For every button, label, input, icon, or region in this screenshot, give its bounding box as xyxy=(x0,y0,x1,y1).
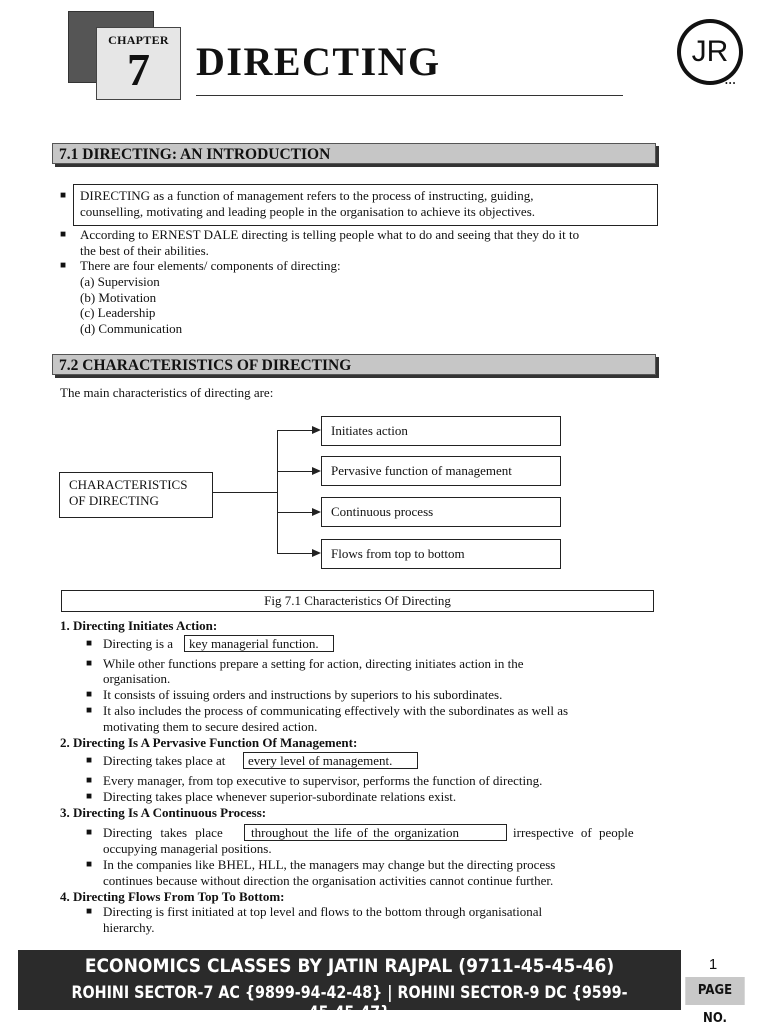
point-2-heading: 2. Directing Is A Pervasive Function Of Management: xyxy=(60,735,358,750)
page-title: DIRECTING xyxy=(196,39,441,84)
connector-branch xyxy=(277,471,312,472)
diagram-source-line-1: CHARACTERISTICS xyxy=(69,477,188,492)
bullet-icon: ■ xyxy=(86,658,93,669)
characteristics-intro: The main characteristics of directing are: xyxy=(60,385,274,400)
point-2-a-text: Directing takes place at xyxy=(103,753,226,768)
connector-branch xyxy=(277,512,312,513)
point-1-d-line-1: It also includes the process of communicating effectively with the subordinates as well as xyxy=(103,703,569,718)
point-1-b-line-1: While other functions prepare a setting for action, directing initiates action in the xyxy=(103,656,524,671)
figure-caption: Fig 7.1 Characteristics Of Directing xyxy=(61,590,654,612)
element-item: (c) Leadership xyxy=(80,305,156,320)
bullet-icon: ■ xyxy=(60,260,67,271)
point-1-b-line-2: organisation. xyxy=(103,671,171,686)
point-1-d-line-2: motivating them to secure desired action. xyxy=(103,719,318,734)
point-1-a-text: Directing is a xyxy=(103,636,174,651)
arrow-right-icon xyxy=(312,549,321,557)
bullet-icon: ■ xyxy=(86,755,93,766)
bullet-icon: ■ xyxy=(86,859,93,870)
diagram-target-box: Pervasive function of management xyxy=(321,456,561,486)
connector-branch xyxy=(277,553,312,554)
diagram-target-box: Initiates action xyxy=(321,416,561,446)
definition-line-2: counselling, motivating and leading people in the organisation to achieve its objectives. xyxy=(80,204,536,219)
bullet-icon: ■ xyxy=(86,791,93,802)
point-1-heading: 1. Directing Initiates Action: xyxy=(60,618,218,633)
arrow-right-icon xyxy=(312,467,321,475)
point-4-a-line-2: hierarchy. xyxy=(103,920,155,935)
bullet-icon: ■ xyxy=(60,190,67,201)
bullet-icon: ■ xyxy=(86,906,93,917)
title-underline xyxy=(196,95,623,96)
point-2-b: Every manager, from top executive to supervisor, performs the function of directing. xyxy=(103,773,543,788)
point-3-b-line-2: continues because without direction the organisation activities cannot continue further. xyxy=(103,873,554,888)
diagram-target-box: Continuous process xyxy=(321,497,561,527)
chapter-label: CHAPTER xyxy=(108,33,169,47)
section-heading-7-1: 7.1 DIRECTING: AN INTRODUCTION xyxy=(52,143,656,164)
bullet-icon: ■ xyxy=(86,827,93,838)
page-number: 1 xyxy=(708,956,718,973)
bullet-icon: ■ xyxy=(86,775,93,786)
point-2-c: Directing takes place whenever superior-subordinate relations exist. xyxy=(103,789,457,804)
element-item: (d) Communication xyxy=(80,321,183,336)
point-3-a-text: Directing takes place xyxy=(103,825,223,840)
element-item: (a) Supervision xyxy=(80,274,160,289)
jr-logo: JR xyxy=(681,23,739,81)
throughout-life-box: throughout the life of the organization xyxy=(244,824,507,841)
section-heading-7-2: 7.2 CHARACTERISTICS OF DIRECTING xyxy=(52,354,656,375)
point-3-heading: 3. Directing Is A Continuous Process: xyxy=(60,805,267,820)
footer-line-1: ECONOMICS CLASSES BY JATIN RAJPAL (9711-45-45-46) xyxy=(84,955,615,977)
connector-line xyxy=(213,492,277,493)
every-level-box: every level of management. xyxy=(243,752,418,769)
point-3-a-post: irrespective of people xyxy=(513,825,634,840)
bullet-icon: ■ xyxy=(60,229,67,240)
element-item: (b) Motivation xyxy=(80,290,157,305)
connector-trunk xyxy=(277,430,278,554)
arrow-right-icon xyxy=(312,426,321,434)
bullet-icon: ■ xyxy=(86,638,93,649)
point-3-a-line-2: occupying managerial positions. xyxy=(103,841,272,856)
point-1-c: It consists of issuing orders and instructions by superiors to his subordinates. xyxy=(103,687,503,702)
chapter-number: 7 xyxy=(127,44,150,95)
connector-branch xyxy=(277,430,312,431)
page-label: PAGE NO. xyxy=(685,977,744,1005)
footer-line-2: ROHINI SECTOR-7 AC {9899-94-42-48} | ROHINI SECTOR-9 DC {9599-45-45-47} xyxy=(71,983,628,1023)
ernest-dale-line-1: According to ERNEST DALE directing is telling people what to do and seeing that they do it to xyxy=(80,227,580,242)
key-managerial-box: key managerial function. xyxy=(184,635,334,652)
point-4-heading: 4. Directing Flows From Top To Bottom: xyxy=(60,889,285,904)
point-4-a-line-1: Directing is first initiated at top level and flows to the bottom through organisational xyxy=(103,904,543,919)
diagram-source-line-2: OF DIRECTING xyxy=(69,493,159,508)
diagram-source-box xyxy=(59,472,213,518)
diagram-target-box: Flows from top to bottom xyxy=(321,539,561,569)
bullet-icon: ■ xyxy=(86,705,93,716)
chapter-badge xyxy=(96,27,181,100)
point-3-b-line-1: In the companies like BHEL, HLL, the managers may change but the directing process xyxy=(103,857,556,872)
logo-dots: ••• xyxy=(725,79,737,88)
bullet-icon: ■ xyxy=(86,689,93,700)
ernest-dale-line-2: the best of their abilities. xyxy=(80,243,209,258)
definition-line-1: DIRECTING as a function of management refers to the process of instructing, guiding, xyxy=(80,188,534,203)
elements-intro: There are four elements/ components of directing: xyxy=(80,258,341,273)
arrow-right-icon xyxy=(312,508,321,516)
